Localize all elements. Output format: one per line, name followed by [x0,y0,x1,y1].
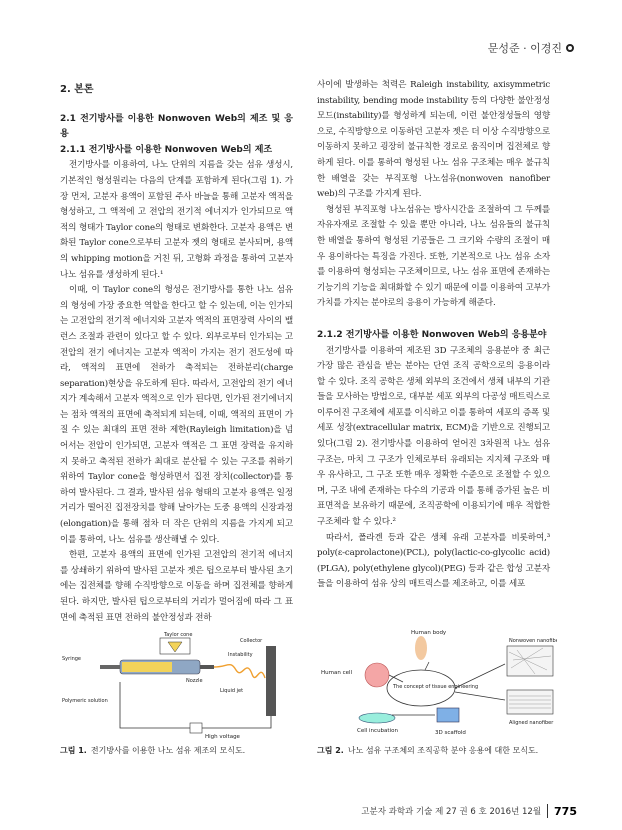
subsubsection-heading: 2.1.2 전기방사를 이용한 Nonwoven Web의 응용분야 [317,329,547,340]
human-cell-icon [365,663,389,687]
journal-info: 고분자 과학과 기술 제 27 권 6 호 2016년 12월 [361,807,542,817]
caption-text: 나노 섬유 구조체의 조직공학 분야 응용에 대한 모식도. [347,746,539,755]
paragraph: 형성된 부직포형 나노섬유는 방사시간을 조절하여 그 두께를 자유자재로 조절할 수 있을 뿐만 아니라, 나노 섬유들의 불규칙한 배열을 통하여 형성된 기공들은 그 크기와 수량의 조절이 매우 용이하다는 특징을 가진다. 또한, 기본적으로 나노 섬유 소자를 이용하여 형성되는 구조체이므로, 나노 섬유 표면에 존재하는 기능기의 기능을 최대화할 수 있기 때문에 이를 이용하여 고부가가치를 가지는 분야로의 응용이 가능하게 해준다. [317,204,550,309]
label-collector: Collector [240,638,263,644]
page-footer [361,804,577,818]
label-syringe: Syringe [62,656,81,662]
liquid-jet [214,665,265,678]
collector [266,646,276,716]
high-voltage-source [190,723,202,733]
page-number: 775 [554,804,577,818]
left-column [60,82,293,626]
paragraph: 전기방사를 이용하여 제조된 3D 구조체의 응용분야 중 최근 가장 많은 관심을 받는 분야는 단연 조직 공학으로의 응용이라 할 수 있다. 조직 공학은 생체 외부의 조건에서 생체 내부의 기관들을 모사하는 방법으로, 대부분 세포 외부의 다공성 매트릭스로 이루어진 구조체에 세포를 이식하고 이를 통하여 세포의 증폭 및 세포 성장(extracellular matrix, ECM)을 기반으로 진행되고 있다(그림 2). 전기방사를 이용하여 얻어진 3차원적 나노 섬유 구조는, 마치 그 구조가 인체로부터 유래되는 지지체 구조와 매우 유사하고, 그 구조 또한 매우 정확한 수준으로 조절할 수 있으며, 구조 내에 존재하는 다수의 기공과 이를 통해 증가된 높은 비표면적을 보유하기 때문에, 조직공학에 이용되기에 매우 적합한 구조체라 할 수 있다.² [317,345,550,528]
syringe-plunger [100,665,120,669]
figure-1-caption [60,745,245,756]
paragraph: 한편, 고분자 용액의 표면에 인가된 고전압의 전기적 에너지를 상쇄하기 위하여 발사된 고분자 젯은 팁으로부터 발사된 초기에는 집전체를 향해 수직방향으로 이동을 하며 집전체를 향하게 된다. 하지만, 발사된 팁으로부터의 거리가 멀어짐에 따라 그 표면에 축적된 표면 전하의 불안정성과 전하 [60,550,293,623]
circle-icon [566,44,574,52]
label-liquid-jet: Liquid jet [220,688,244,694]
label-3d-scaffold: 3D scaffold [435,730,466,736]
voltage-wire [120,682,271,728]
author-names: 문성준 · 이경진 [487,42,562,55]
aligned-nanofiber-image [507,690,553,714]
3d-scaffold-icon [437,708,459,722]
label-nozzle: Nozzle [186,678,203,684]
paragraph: 이때, 이 Taylor cone의 형성은 전기방사를 통한 나노 섬유의 형성에 가장 중요한 역할을 한다고 할 수 있는데, 이는 인가되는 고전압의 전기적 에너지와 고분자 액적의 표면장력 사이의 밸런스 조절과 관련이 있다고 할 수 있다. 외부로부터 인가되는 고전압의 전기 에너지는 고분자 액적이 가지는 전기 전도성에 따라, 액적의 표면에 전하가 축적되는 전하분리(charge separation)현상을 유도하게 된다. 따라서, 고전압의 전기 에너지가 계속해서 고분자 액적으로 인가 된다면, 인가된 전기에너지는 점차 액적의 표면에 축적되게 되는데, 이때, 액적의 표면이 가질 수 있는 최대의 표면 전하 제한(Rayleigh limitation)을 넘어서는 전압이 인가되면, 고분자 액적은 그 표면 장력을 유지하지 못하고 축적된 전하가 최대로 분산될 수 있는 구조를 취하기 위하여 Taylor cone을 형성하면서 집전 장치(collector)를 통하여 발사된다. 그 결과, 발사된 섬유 형태의 고분자 용액은 일정 거리가 떨어진 집전장치를 향해 날아가는 도중 용액의 신장과정(elongation)을 통해 점차 더 작은 단위의 지름을 가지게 되고 이를 통하여, 나노 섬유를 생산해낼 수 있다. [60,285,293,545]
polymeric-solution-fill [122,662,172,672]
figure-1-electrospinning [60,630,296,740]
label-concept: The concept of tissue engineering [393,684,479,690]
label-polymeric-solution: Polymeric solution [62,698,108,704]
label-cell-incubation: Cell incubation [357,728,398,734]
section-heading: 2. 본론 [60,84,94,95]
figure-2-tissue-engineering [317,630,557,740]
label-instability: Instability [228,652,253,658]
cell-incubation-dish [359,713,395,723]
right-column [317,78,550,593]
paragraph: 따라서, 폴라겐 등과 같은 생체 유래 고분자를 비롯하여,³ poly(ε-caprolactone)(PCL), poly(lactic-co-glycolic acid)(PLGA), poly(ethylene glycol)(PEG) 등과 같은 합성 고분자들을 이용하여 섬유 상의 매트릭스를 제조하고, 이를 세포 [317,532,550,590]
subsection-heading: 2.1 전기방사를 이용한 Nonwoven Web의 제조 및 응용 [60,113,293,140]
caption-text: 전기방사를 이용한 나노 섬유 제조의 모식도. [90,746,246,755]
human-body-icon [415,636,427,660]
paragraph: 사이에 발생하는 척력은 Raleigh instability, axisymmetric instability, bending mode instability 등의 다양한 불안정성 모드(instability)를 형성하게 되는데, 이런 불안정성들의 영향으로, 수직방향으로 이동하던 고분자 젯은 더 이상 수직방향으로 이동하지 못하고 굉장히 불규칙한 경로로 움직이며 집전체로 향하게 된다. 이를 통하여 형성된 나노 섬유 구조체는 매우 불규칙한 배열을 갖는 부직포형 나노섬유(nonwoven nanofiber web)의 구조를 가지게 된다. [317,80,550,200]
nonwoven-nanofiber-image [507,646,553,676]
paragraph: 전기방사를 이용하여, 나노 단위의 지름을 갖는 섬유 생성시, 기본적인 형성원리는 다음의 단계를 포함하게 된다(그림 1). 가장 먼저, 고분자 용액이 포함된 주사 바늘을 통해 고분자 액적을 형성하고, 그 액적에 고 전압의 전기적 에너지가 인가되므로 액적의 형태가 Taylor cone의 형태로 변화한다. 고분자 용액은 변화된 Taylor cone으로부터 고분자 젯의 형태로 분사되며, 용액의 whipping motion을 거친 뒤, 고형화 과정을 통하여 고분자 나노 섬유를 생성하게 된다.¹ [60,160,293,280]
running-header-authors [488,40,574,56]
label-taylor-cone: Taylor cone [164,632,193,638]
figure-2-caption [317,745,538,756]
label-human-cell: Human cell [321,670,353,676]
label-human-body: Human body [411,630,447,636]
caption-label: 그림 2. [317,746,344,755]
footer-divider [547,804,548,818]
subsubsection-heading: 2.1.1 전기방사를 이용한 Nonwoven Web의 제조 [60,144,273,155]
label-high-voltage: High voltage [205,734,240,740]
caption-label: 그림 1. [60,746,87,755]
label-aligned-nanofiber: Aligned nanofiber [509,720,554,726]
label-nonwoven-nanofiber: Nonwoven nanofiber [509,638,557,644]
nozzle [200,665,214,669]
